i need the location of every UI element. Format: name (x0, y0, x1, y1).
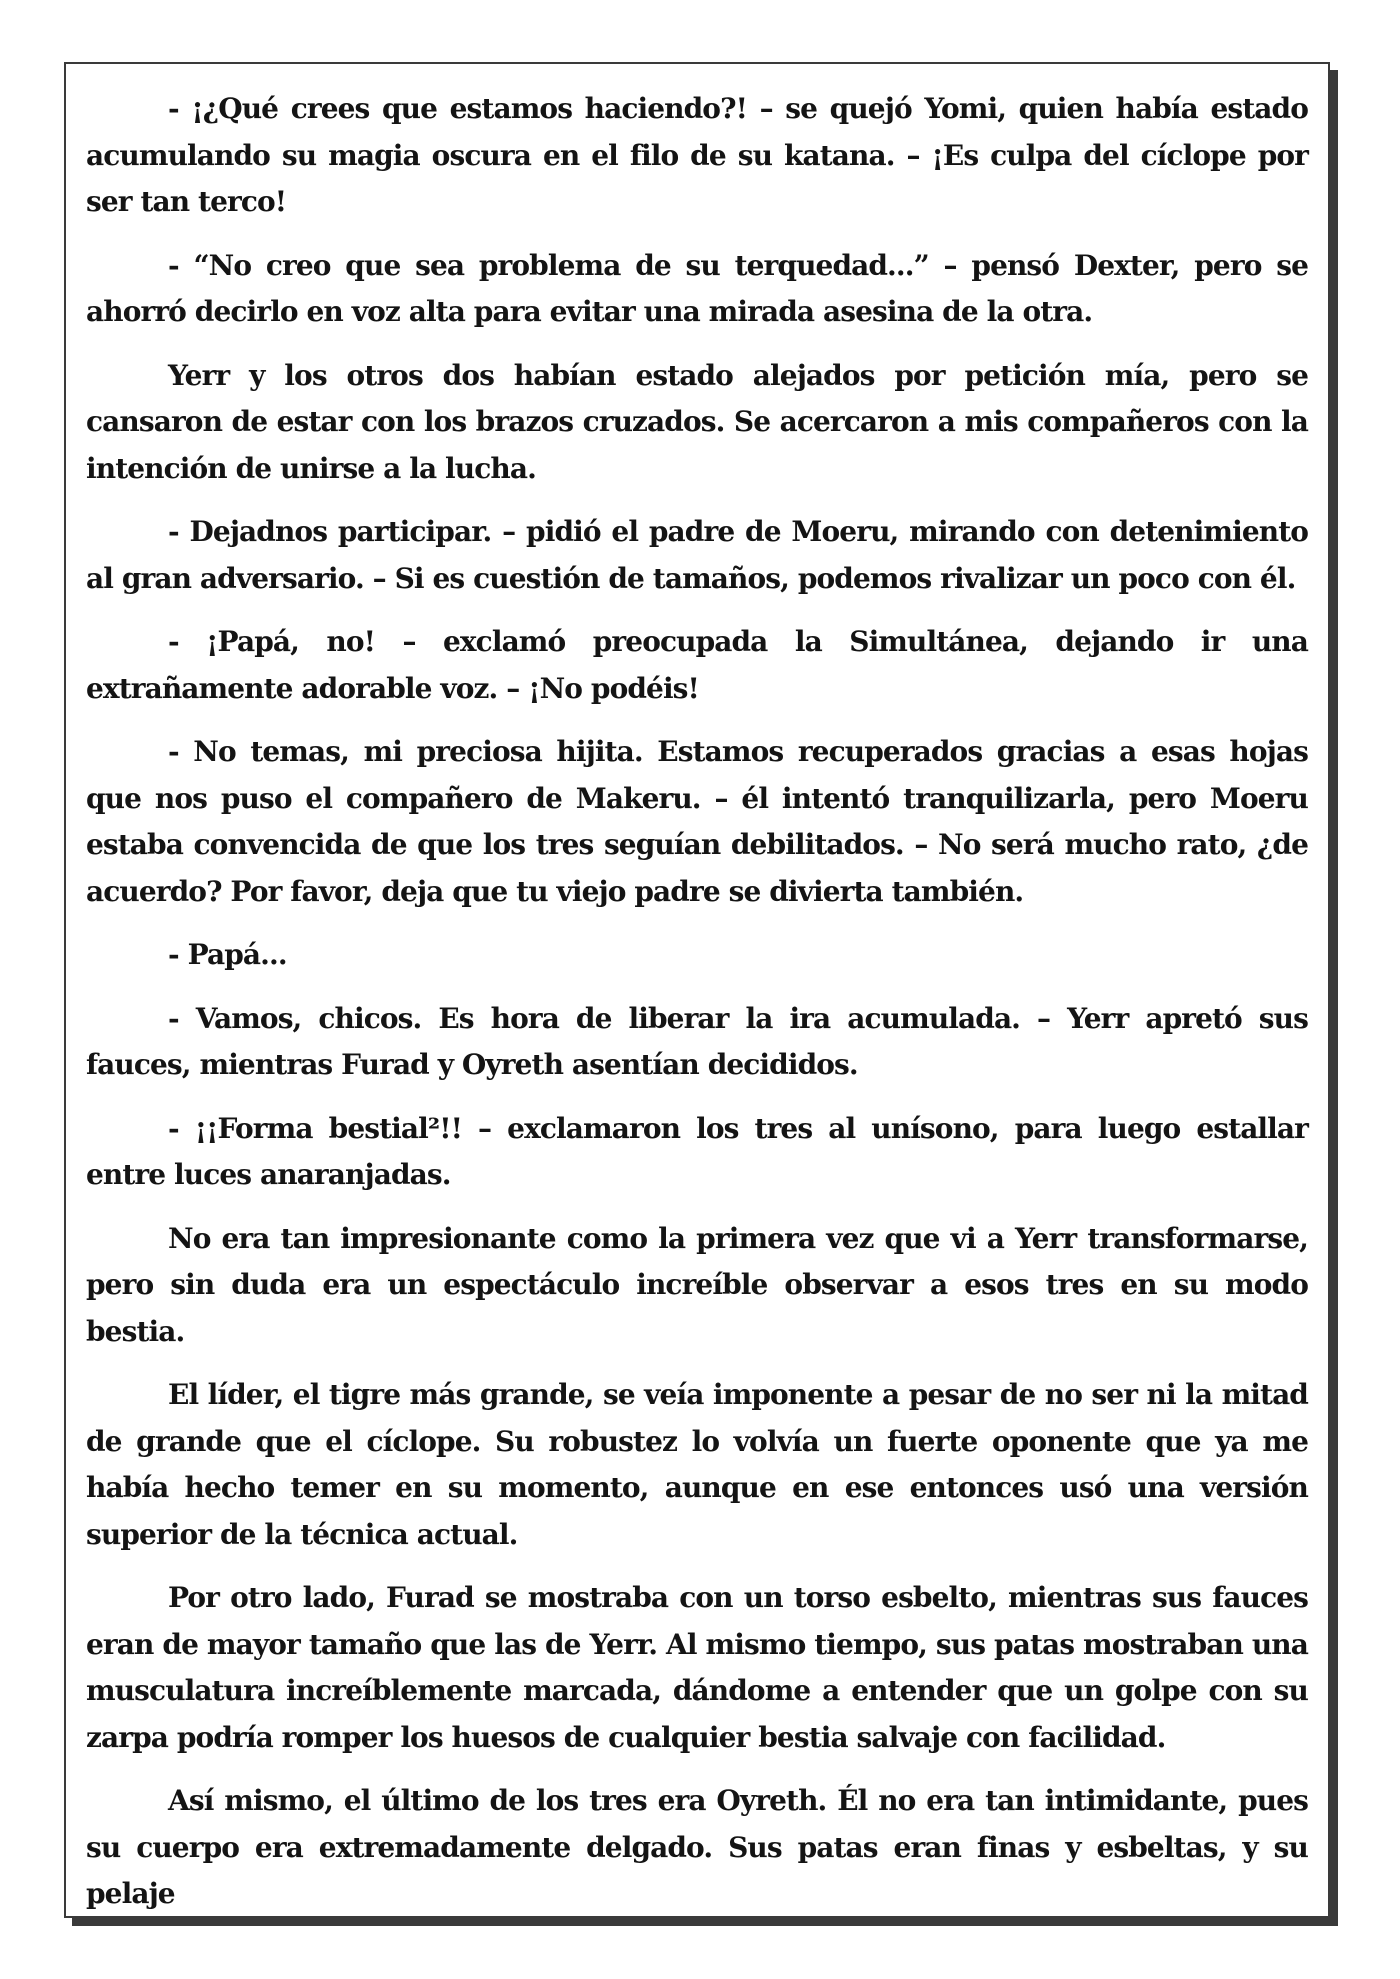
paragraph: - No temas, mi preciosa hijita. Estamos recuperados gracias a esas hojas que nos puso el compañero de Makeru. – él intentó tranquilizarla, pero Moeru estaba convencida de que los tres seguían debilitados. – No será mucho rato, ¿de acuerdo? Por favor, deja que tu viejo padre se divierta también. (86, 735, 1308, 908)
paragraph: Yerr y los otros dos habían estado alejados por petición mía, pero se cansaron de estar con los brazos cruzados. Se acercaron a mis compañeros con la intención de unirse a la lucha. (86, 358, 1308, 485)
paragraph: - Vamos, chicos. Es hora de liberar la ira acumulada. – Yerr apretó sus fauces, mientras Furad y Oyreth asentían decididos. (86, 1001, 1308, 1081)
page-frame (64, 62, 1330, 1918)
story-text (86, 86, 1308, 1935)
paragraph: - ¡¡Forma bestial²!! – exclamaron los tres al unísono, para luego estallar entre luces anaranjadas. (86, 1111, 1308, 1191)
paragraph: Así mismo, el último de los tres era Oyreth. Él no era tan intimidante, pues su cuerpo era extremadamente delgado. Sus patas eran finas y esbeltas, y su pelaje (86, 1784, 1308, 1910)
paragraph: No era tan impresionante como la primera vez que vi a Yerr transformarse, pero sin duda era un espectáculo increíble observar a esos tres en su modo bestia. (86, 1221, 1308, 1348)
paragraph: - “No creo que sea problema de su terquedad...” – pensó Dexter, pero se ahorró decirlo en voz alta para evitar una mirada asesina de la otra. (86, 248, 1308, 328)
paragraph: Por otro lado, Furad se mostraba con un torso esbelto, mientras sus fauces eran de mayor tamaño que las de Yerr. Al mismo tiempo, sus patas mostraban una musculatura increíblemente marcada, dándome a entender que un golpe con su zarpa podría romper los huesos de cualquier bestia salvaje con facilidad. (86, 1581, 1308, 1754)
paragraph: - ¡¿Qué crees que estamos haciendo?! – se quejó Yomi, quien había estado acumulando su magia oscura en el filo de su katana. – ¡Es culpa del cíclope por ser tan terco! (86, 92, 1308, 218)
paragraph: - Dejadnos participar. – pidió el padre de Moeru, mirando con detenimiento al gran adversario. – Si es cuestión de tamaños, podemos rivalizar un poco con él. (86, 515, 1308, 595)
paragraph: - ¡Papá, no! – exclamó preocupada la Simultánea, dejando ir una extrañamente adorable voz. – ¡No podéis! (86, 625, 1308, 705)
paragraph: - Papá... (168, 938, 287, 971)
paragraph: El líder, el tigre más grande, se veía imponente a pesar de no ser ni la mitad de grande que el cíclope. Su robustez lo volvía un fuerte oponente que ya me había hecho temer en su momento, aunque en ese entonces usó una versión superior de la técnica actual. (86, 1378, 1308, 1551)
